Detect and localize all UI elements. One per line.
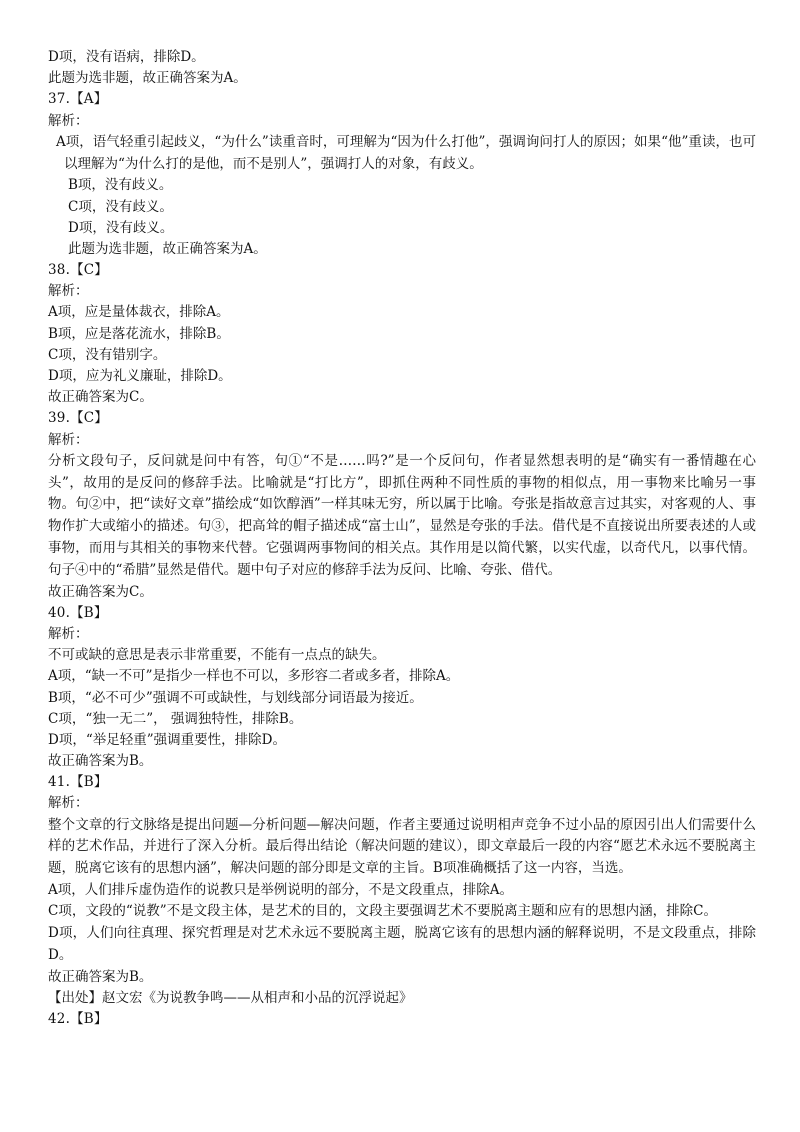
answer-page — [48, 47, 756, 1030]
question-38-option-c: C项，没有错别字。 — [48, 346, 167, 363]
question-40-option-a: A项，“缺一不可”是指少一样也不可以，多形容二者或多者，排除A。 — [48, 668, 460, 685]
question-38-option-b: B项，应是落花流水，排除B。 — [48, 325, 230, 342]
question-40-intro: 不可或缺的意思是表示非常重要，不能有一点点的缺失。 — [48, 647, 386, 664]
question-41-source: 【出处】赵文宏《为说教争鸣——从相声和小品的沉浮说起》 — [48, 989, 413, 1006]
question-38-option-a: A项，应是量体裁衣，排除A。 — [48, 304, 230, 321]
question-40-number: 40.【B】 — [48, 604, 108, 621]
question-41-option-d: D项，人们向往真理、探究哲理是对艺术永远不要脱离主题，脱离它该有的思想内涵的解释说明，不是文段重点，排除D。 — [48, 925, 756, 963]
question-39-conclusion: 故正确答案为C。 — [48, 583, 153, 600]
conclusion-prev: 此题为选非题，故正确答案为A。 — [48, 70, 247, 87]
question-37-jiexi: 解析： — [48, 112, 89, 129]
question-42-number: 42.【B】 — [48, 1010, 108, 1027]
question-39-jiexi: 解析： — [48, 431, 89, 448]
question-41-option-a: A项，人们排斥虚伪造作的说教只是举例说明的部分，不是文段重点，排除A。 — [48, 882, 513, 899]
question-40-option-d: D项，“举足轻重”强调重要性，排除D。 — [48, 731, 286, 748]
question-38-jiexi: 解析： — [48, 283, 89, 300]
question-37-conclusion: 此题为选非题，故正确答案为A。 — [68, 240, 267, 257]
question-40-option-c: C项，“独一无二”， 强调独特性，排除B。 — [48, 710, 303, 727]
question-41-conclusion: 故正确答案为B。 — [48, 968, 153, 985]
question-41-option-c: C项，文段的“说教”不是文段主体，是艺术的目的，文段主要强调艺术不要脱离主题和应有的思想内涵，排除C。 — [48, 903, 717, 920]
question-39-paragraph: 分析文段句子，反问就是问中有答，句①“不是……吗?”是一个反问句，作者显然想表明的是“确实有一番情趣在心头”，故用的是反问的修辞手法。比喻就是“打比方”，即抓住两种不同性质的事物的相似点，用一事物来比喻另一事物。句②中，把“读好文章”描绘成“如饮醇酒”一样其味无穷，所以属于比喻。夸张是指故意言过其实，对客观的人、事物作扩大或缩小的描述。句③，把高耸的帽子描述成“富士山”，显然是夸张的手法。借代是不直接说出所要表述的人或事物，而用与其相关的事物来代替。它强调两事物间的相关点。其作用是以简代繁，以实代虚，以奇代凡，以事代情。句子④中的“希腊”显然是借代。题中句子对应的修辞手法为反问、比喻、夸张、借代。 — [48, 452, 756, 578]
question-37-option-b: B项，没有歧义。 — [68, 177, 173, 194]
question-40-jiexi: 解析： — [48, 625, 89, 642]
option-d-prev: D项，没有语病，排除D。 — [48, 49, 205, 65]
question-37-number: 37.【A】 — [48, 91, 108, 108]
question-38-conclusion: 故正确答案为C。 — [48, 389, 153, 406]
question-41-paragraph: 整个文章的行文脉络是提出问题—分析问题—解决问题，作者主要通过说明相声竞争不过小品的原因引出人们需要什么样的艺术作品，并进行了深入分析。最后得出结论（解决问题的建议），即文章最后一段的内容“愿艺术永远不要脱离主题，脱离它该有的思想内涵”，解决问题的部分即是文章的主旨。B项准确概括了这一内容，当选。 — [48, 816, 756, 877]
question-38-option-d: D项，应为礼义廉耻，排除D。 — [48, 368, 232, 385]
question-37-option-a: A项，语气轻重引起歧义，“为什么”读重音时，可理解为“因为什么打他”，强调询问打人的原因；如果“他”重读，也可以理解为“为什么打的是他，而不是别人”，强调打人的对象，有歧义。 — [56, 133, 756, 172]
question-40-option-b: B项，“必不可少”强调不可或缺性，与划线部分词语最为接近。 — [48, 689, 423, 706]
question-40-conclusion: 故正确答案为B。 — [48, 753, 153, 770]
question-41-number: 41.【B】 — [48, 774, 108, 791]
question-39-number: 39.【C】 — [48, 410, 108, 427]
question-41-jiexi: 解析： — [48, 795, 89, 812]
question-37-option-d: D项，没有歧义。 — [68, 219, 174, 236]
question-37-option-c: C项，没有歧义。 — [68, 198, 173, 215]
question-38-number: 38.【C】 — [48, 262, 108, 279]
